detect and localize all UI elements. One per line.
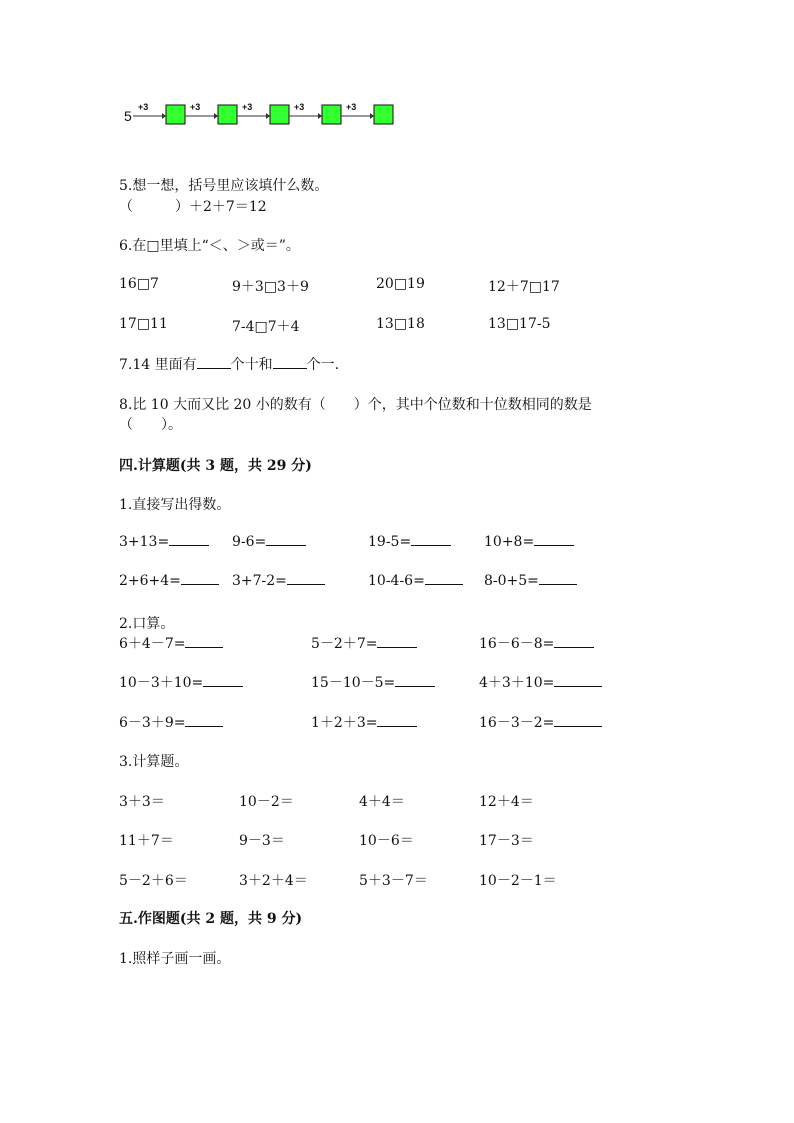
chain-answer-box <box>374 105 393 124</box>
answer-blank[interactable] <box>554 686 602 687</box>
q6-item: 13□17-5 <box>488 316 551 332</box>
answer-blank[interactable] <box>266 545 306 546</box>
q5-title: 5.想一想，括号里应该填什么数。 <box>119 178 329 194</box>
answer-blank[interactable] <box>169 545 209 546</box>
s4q1-item: 8-0+5= <box>484 573 577 589</box>
q6-item: 20□19 <box>376 276 425 292</box>
s4q1-item: 2+6+4= <box>119 573 219 589</box>
s4q1-item: 10-4-6= <box>368 573 463 589</box>
answer-blank[interactable] <box>377 726 417 727</box>
answer-blank[interactable] <box>411 545 451 546</box>
s4q1-item: 9-6= <box>232 534 306 550</box>
chain-answer-box <box>166 105 185 124</box>
answer-blank[interactable] <box>287 584 325 585</box>
s4q3-item: 11＋7＝ <box>119 833 174 849</box>
s4q1-item: 3+13= <box>119 534 209 550</box>
chain-arrow-head <box>162 113 166 119</box>
chain-step-3 <box>237 102 289 124</box>
answer-blank[interactable] <box>539 584 577 585</box>
answer-blank[interactable] <box>185 726 223 727</box>
s4q2-item: 4＋3＋10= <box>479 672 602 692</box>
s4q2-title: 2.口算。 <box>119 616 175 632</box>
chain-arrow-head <box>318 113 322 119</box>
s4q3-item: 10－2＝ <box>239 794 294 810</box>
q7-part-c: 个一. <box>306 357 340 373</box>
answer-blank[interactable] <box>554 726 602 727</box>
q6-item: 7-4□7＋4 <box>232 319 300 335</box>
s4q3-item: 10－2－1＝ <box>479 873 557 889</box>
s4q2-item: 1＋2＋3= <box>311 712 417 732</box>
s4q2-item: 16－3－2= <box>479 712 602 732</box>
q6-title: 6.在□里填上“＜、＞或＝”。 <box>119 238 300 254</box>
chain-arrow-head <box>370 113 374 119</box>
s4q3-title: 3.计算题。 <box>119 754 189 770</box>
s4q1-item: 3+7-2= <box>232 573 325 589</box>
s4q1-item: 10+8= <box>484 534 574 550</box>
chain-answer-box <box>322 105 341 124</box>
chain-step-label: +3 <box>242 102 253 112</box>
s4q3-item: 9－3＝ <box>239 833 285 849</box>
section5-title: 五.作图题(共 2 题，共 9 分) <box>119 911 303 927</box>
s4q3-item: 4＋4＝ <box>359 794 405 810</box>
q7-blank-tens[interactable] <box>197 368 231 369</box>
q6-item: 12＋7□17 <box>488 279 560 295</box>
s5q1-title: 1.照样子画一画。 <box>119 951 231 967</box>
q6-item: 16□7 <box>119 276 159 292</box>
s4q2-item: 15－10－5= <box>311 672 435 692</box>
chain-start-number: 5 <box>124 108 132 124</box>
answer-blank[interactable] <box>425 584 463 585</box>
chain-step-1 <box>133 102 185 124</box>
s4q3-item: 5＋3－7＝ <box>359 873 428 889</box>
s4q3-item: 17－3＝ <box>479 833 534 849</box>
answer-blank[interactable] <box>377 647 417 648</box>
chain-answer-box <box>218 105 237 124</box>
s4q2-item: 16－6－8= <box>479 633 594 653</box>
chain-answer-box <box>270 105 289 124</box>
chain-arrow-head <box>266 113 270 119</box>
q7-text <box>119 354 339 374</box>
s4q2-item: 6－3＋9= <box>119 712 223 732</box>
chain-step-label: +3 <box>294 102 305 112</box>
q7-part-b: 个十和 <box>230 357 273 373</box>
q5-expression: （ ）＋2＋7＝12 <box>119 199 267 215</box>
answer-blank[interactable] <box>534 545 574 546</box>
q7-blank-ones[interactable] <box>273 368 307 369</box>
chain-arrow-head <box>214 113 218 119</box>
answer-blank[interactable] <box>395 686 435 687</box>
s4q2-item: 5－2＋7= <box>311 633 417 653</box>
answer-blank[interactable] <box>203 686 243 687</box>
number-chain <box>124 100 404 130</box>
s4q3-item: 12＋4＝ <box>479 794 534 810</box>
section4-title: 四.计算题(共 3 题，共 29 分) <box>119 458 312 474</box>
q8-line2: （ ）。 <box>119 417 182 433</box>
q7-part-a: 7.14 里面有 <box>119 357 197 373</box>
s4q1-item: 19-5= <box>368 534 451 550</box>
answer-blank[interactable] <box>554 647 594 648</box>
chain-step-4 <box>289 102 341 124</box>
s4q3-item: 3＋2＋4＝ <box>239 873 308 889</box>
s4q1-title: 1.直接写出得数。 <box>119 497 231 513</box>
chain-step-2 <box>185 102 237 124</box>
s4q3-item: 10－6＝ <box>359 833 414 849</box>
answer-blank[interactable] <box>185 647 223 648</box>
s4q2-item: 10－3＋10= <box>119 672 243 692</box>
q8-line1: 8.比 10 大而又比 20 小的数有（ ）个，其中个位数和十位数相同的数是 <box>119 397 592 413</box>
s4q3-item: 3＋3＝ <box>119 794 165 810</box>
chain-step-5 <box>341 102 393 124</box>
s4q3-item: 5－2＋6＝ <box>119 873 188 889</box>
chain-step-label: +3 <box>346 102 357 112</box>
q6-item: 13□18 <box>376 316 425 332</box>
chain-step-label: +3 <box>190 102 201 112</box>
q6-item: 9＋3□3＋9 <box>232 279 309 295</box>
chain-step-label: +3 <box>138 102 149 112</box>
q6-item: 17□11 <box>119 316 168 332</box>
answer-blank[interactable] <box>181 584 219 585</box>
s4q2-item: 6＋4－7= <box>119 633 223 653</box>
